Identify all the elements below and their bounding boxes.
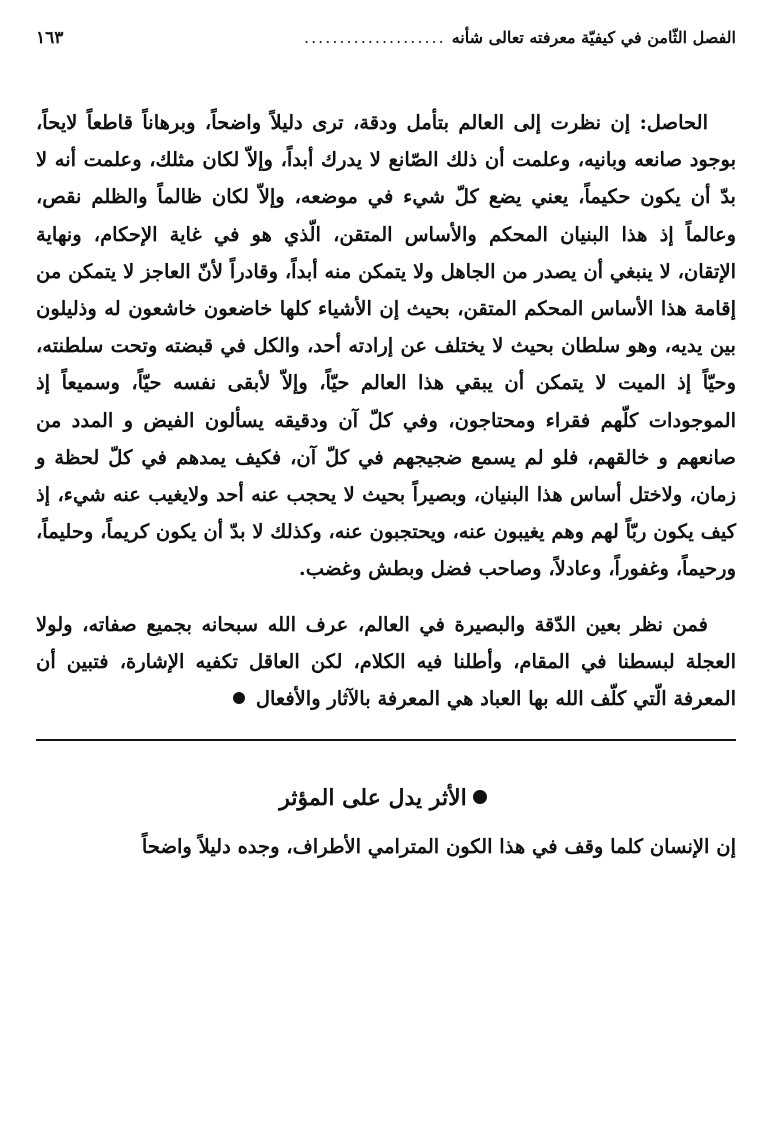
- paragraph-2-text: فمن نظر بعين الدّقة والبصيرة في العالم، عرف الله سبحانه بجميع صفاته، ولولا العجلة لبسطنا في المقام، وأطلنا فيه الكلام، لكن العاقل تكفيه الإشارة، فتبين أن المعرفة الّتي كلّف الله بها العباد هي المعرفة بالآثار والأفعال: [36, 612, 736, 711]
- paragraph-1: [36, 104, 736, 588]
- leader-dots: ....................: [304, 28, 446, 47]
- running-head: [36, 28, 736, 58]
- paragraph-1-text: الحاصل: إن نظرت إلى العالم بتأمل ودقة، ترى دليلاً واضحاً، وبرهاناً قاطعاً لايحاً، بوجود صانعه وبانيه، وعلمت أن ذلك الصّانع لا يدرك أبداً، وإلاّ لكان مثلك، وعلمت أنه لا بدّ أن يكون حكيماً، يعني يضع كلّ شيء في موضعه، وإلاّ لكان ظالماً والظلم نقص، وعالماً إذ هذا البنيان المحكم والأساس المتقن، الّذي هو في غاية الإحكام، ونهاية الإتقان، لا ينبغي أن يصدر من الجاهل ولا يتمكن منه أبداً، وقادراً لأنّ العاجز لا يتمكن من إقامة هذا الأساس المحكم المتقن، بحيث إن الأشياء كلها خاضعون خاشعون له وذليلون بين يديه، وهو سلطان بحيث لا يختلف عن إرادته أحد، والكل في قبضته وتحت سلطنته، وحيّاً إذ الميت لا يتمكن أن يبقي هذا العالم حيّاً، وإلاّ لأبقى نفسه حيّاً، وسميعاً إذ الموجودات كلّهم فقراء ومحتاجون، وفي كلّ آن ودقيقه يسألون الفيض و المدد من صانعهم و خالقهم، فلو لم يسمع ضجيجهم في كلّ آن، فكيف يمدهم في كلّ لحظة و زمان، ولاختل أساس هذا البنيان، وبصيراً بحيث لا يحجب عنه أحد ولايغيب عنه شيء، إذ كيف يكون ربّاً لهم وهم يغيبون عنه، ويحتجبون عنه، وكذلك لا بدّ أن يكون كريماً، وحليماً، ورحيماً، وغفوراً، وعادلاً، وصاحب فضل وبطش وغضب.: [36, 111, 737, 581]
- paragraph-2: [36, 606, 736, 718]
- chapter-title: الفصل الثّامن في كيفيّة معرفته تعالى شأنه: [451, 28, 736, 47]
- heading-bullet-icon: [473, 790, 487, 804]
- end-mark-icon: [233, 692, 245, 704]
- section-heading-text: الأثر يدل على المؤثر: [279, 785, 467, 812]
- page-number: ١٦٣: [36, 28, 64, 48]
- section-heading: [36, 783, 736, 813]
- book-page: [36, 28, 736, 1108]
- section-first-line: إن الإنسان كلما وقف في هذا الكون المترامي الأطراف، وجده دليلاً واضحاً: [141, 835, 736, 859]
- body-text: [36, 104, 736, 717]
- section-divider: [36, 739, 736, 741]
